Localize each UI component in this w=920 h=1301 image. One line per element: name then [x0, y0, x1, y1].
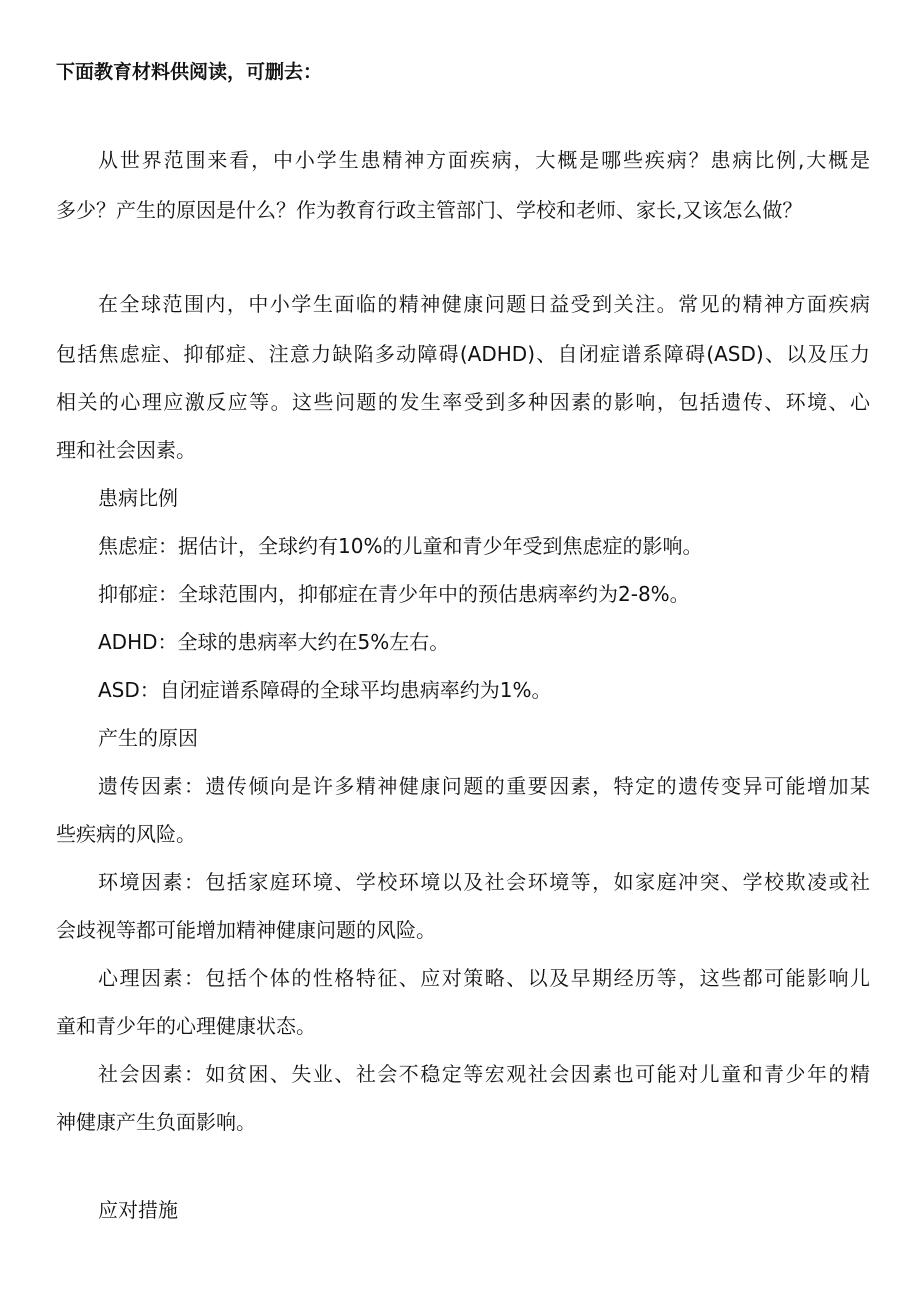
causes-environment-line-2: 会歧视等都可能增加精神健康问题的风险。 [56, 918, 436, 942]
causes-heading: 产生的原因 [98, 726, 198, 750]
causes-genetic-line-2: 些疾病的风险。 [56, 822, 196, 846]
intro-line-1: 在全球范围内，中小学生面临的精神健康问题日益受到关注。常见的精神方面疾病 [98, 292, 870, 316]
intro-line-3: 相关的心理应激反应等。这些问题的发生率受到多种因素的影响，包括遗传、环境、心 [56, 390, 870, 414]
causes-genetic-line-1: 遗传因素：遗传倾向是许多精神健康问题的重要因素，特定的遗传变异可能增加某 [98, 774, 870, 798]
prevalence-depression: 抑郁症：全球范围内，抑郁症在青少年中的预估患病率约为2-8%。 [98, 582, 690, 606]
prevalence-anxiety: 焦虑症：据估计，全球约有10%的儿童和青少年受到焦虑症的影响。 [98, 534, 703, 558]
deletable-note: 下面教育材料供阅读，可删去： [56, 61, 323, 83]
causes-social-line-2: 神健康产生负面影响。 [56, 1110, 256, 1134]
causes-psychological-line-1: 心理因素：包括个体的性格特征、应对策略、以及早期经历等，这些都可能影响儿 [98, 966, 870, 990]
causes-environment-line-1: 环境因素：包括家庭环境、学校环境以及社会环境等，如家庭冲突、学校欺凌或社 [98, 870, 870, 894]
causes-social-line-1: 社会因素：如贫困、失业、社会不稳定等宏观社会因素也可能对儿童和青少年的精 [98, 1062, 870, 1086]
causes-psychological-line-2: 童和青少年的心理健康状态。 [56, 1014, 316, 1038]
question-line-2: 多少？产生的原因是什么？作为教育行政主管部门、学校和老师、家长,又该怎么做？ [56, 198, 803, 222]
question-line-1: 从世界范围来看，中小学生患精神方面疾病，大概是哪些疾病？患病比例,大概是 [98, 148, 870, 172]
prevalence-asd: ASD：自闭症谱系障碍的全球平均患病率约为1%。 [98, 678, 552, 702]
prevalence-adhd: ADHD：全球的患病率大约在5%左右。 [98, 630, 450, 654]
prevalence-heading: 患病比例 [98, 486, 178, 510]
measures-heading: 应对措施 [98, 1198, 178, 1222]
intro-line-4: 理和社会因素。 [56, 438, 196, 462]
intro-line-2: 包括焦虑症、抑郁症、注意力缺陷多动障碍(ADHD)、自闭症谱系障碍(ASD)、以及压力 [56, 342, 870, 366]
